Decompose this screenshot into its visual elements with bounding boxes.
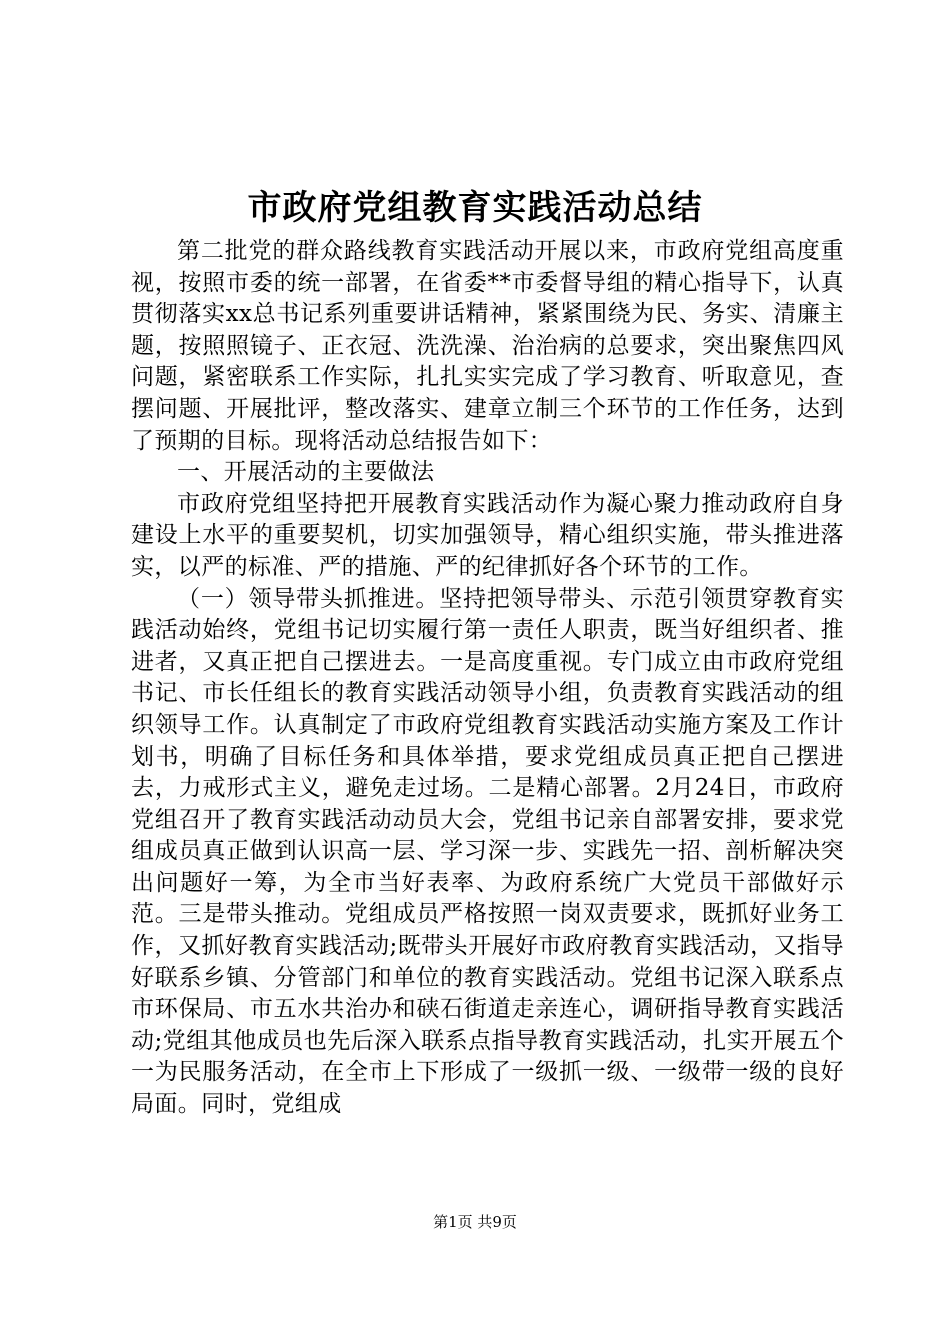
paragraph-intro: 第二批党的群众路线教育实践活动开展以来，市政府党组高度重视，按照市委的统一部署，在省委**市委督导组的精心指导下，认真贯彻落实xx总书记系列重要讲话精神，紧紧围绕为民、务实、清廉主题，按照照镜子、正衣冠、洗洗澡、治治病的总要求，突出聚焦四风问题，紧密联系工作实际，扎扎实实完成了学习教育、听取意见，查摆问题、开展批评，整改落实、建章立制三个环节的工作任务，达到了预期的目标。现将活动总结报告如下：: [131, 238, 844, 454]
section-heading: 一、开展活动的主要做法: [177, 459, 435, 486]
paragraph-leadership: （一）领导带头抓推进。坚持把领导带头、示范引领贯穿教育实践活动始终，党组书记切实履行第一责任人职责，既当好组织者、推进者，又真正把自己摆进去。一是高度重视。专门成立由市政府党组书记、市长任组长的教育实践活动领导小组，负责教育实践活动的组织领导工作。认真制定了市政府党组教育实践活动实施方案及工作计划书，明确了目标任务和具体举措，要求党组成员真正把自己摆进去，力戒形式主义，避免走过场。二是精心部署。2月24日，市政府党组召开了教育实践活动动员大会，党组书记亲自部署安排，要求党组成员真正做到认识高一层、学习深一步、实践先一招、剖析解决突出问题好一筹，为全市当好表率、为政府系统广大党员干部做好示范。三是带头推动。党组成员严格按照一岗双责要求，既抓好业务工作，又抓好教育实践活动;既带头开展好市政府教育实践活动，又指导好联系乡镇、分管部门和单位的教育实践活动。党组书记深入联系点市环保局、市五水共治办和硖石街道走亲连心，调研指导教育实践活动;党组其他成员也先后深入联系点指导教育实践活动，扎实开展五个一为民服务活动，在全市上下形成了一级抓一级、一级带一级的良好局面。同时，党组成: [131, 585, 844, 1118]
page-number: 第1页 共9页: [433, 1213, 517, 1231]
document-body: [131, 236, 844, 1121]
document-title: 市政府党组教育实践活动总结: [247, 188, 703, 228]
paragraph-overview: 市政府党组坚持把开展教育实践活动作为凝心聚力推动政府自身建设上水平的重要契机，切实加强领导，精心组织实施，带头推进落实，以严的标准、严的措施、严的纪律抓好各个环节的工作。: [131, 490, 844, 580]
